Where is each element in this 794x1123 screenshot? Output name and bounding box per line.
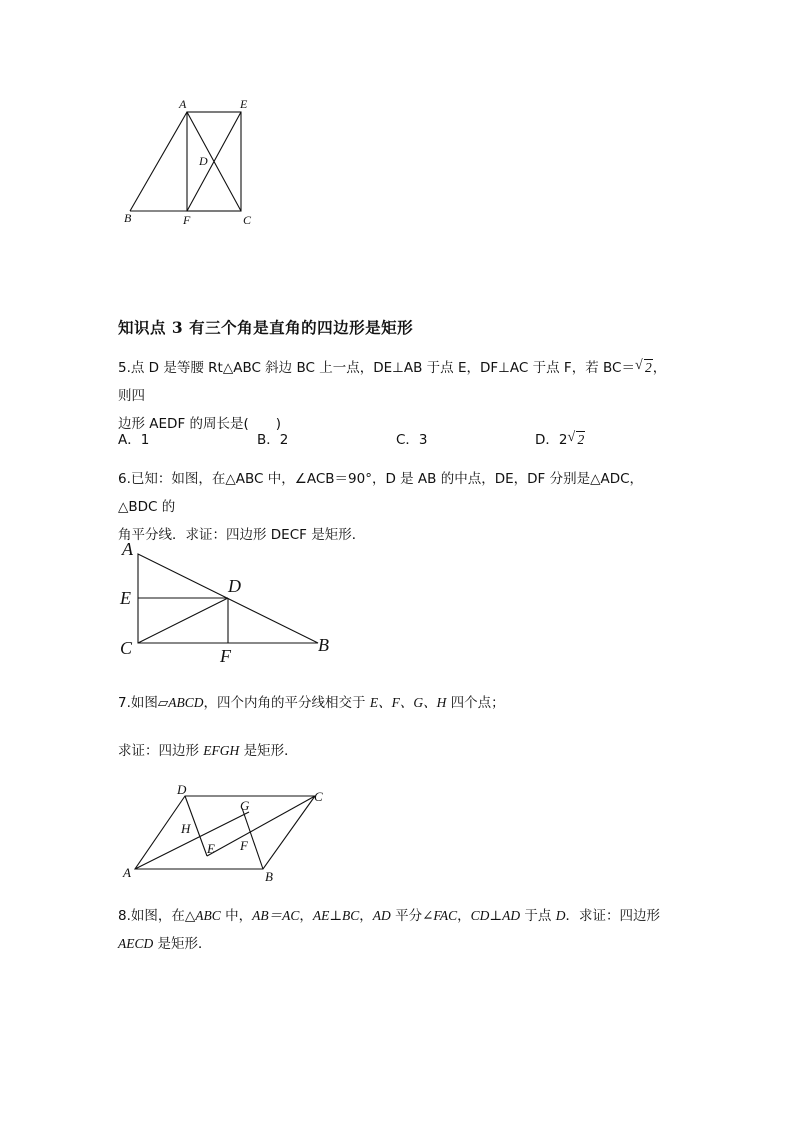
q8-t4: 平分 xyxy=(390,908,423,924)
question-8-line-2 xyxy=(118,930,678,958)
q8-t3: ， xyxy=(359,908,373,924)
question-8 xyxy=(118,902,678,958)
sqrt-value: 2 xyxy=(644,360,652,375)
q8-tri: △ABC xyxy=(184,908,221,923)
q8-line2-suffix: 是矩形． xyxy=(153,936,212,952)
label-b: B xyxy=(124,211,132,225)
q7-shape: ▱ABCD xyxy=(157,695,204,710)
label-f: F xyxy=(240,838,248,853)
segment-cd xyxy=(138,598,228,643)
q8-t2: ， xyxy=(299,908,313,924)
q8-pt: D xyxy=(555,908,566,923)
label-c: C xyxy=(243,213,252,227)
figure-parallelogram xyxy=(115,780,345,888)
question-5-line-1 xyxy=(118,354,678,410)
figure-right-triangle xyxy=(110,535,340,665)
radical-icon: √ xyxy=(634,358,643,373)
q5-text-b: ，则四 xyxy=(118,360,667,404)
q7-proof-prefix: 求证：四边形 xyxy=(118,743,204,759)
label-a: A xyxy=(179,97,187,111)
segment-ba xyxy=(130,112,187,211)
q8-prefix: 8.如图，在 xyxy=(118,908,185,924)
label-e: E xyxy=(207,841,215,856)
option-d xyxy=(535,428,585,448)
label-c: C xyxy=(314,789,323,804)
label-h: H xyxy=(181,821,191,836)
label-a: A xyxy=(123,865,131,880)
label-b: B xyxy=(265,869,273,884)
q8-bis-b: ∠FAC xyxy=(422,908,458,923)
q7-middle: ，四个内角的平分线相交于 xyxy=(203,695,370,711)
q8-t6: 于点 xyxy=(520,908,556,924)
q8-t5: ， xyxy=(457,908,471,924)
q7-proof-suffix: 是矩形． xyxy=(239,743,298,759)
label-f: F xyxy=(183,213,191,227)
q7-suffix: 四个点； xyxy=(446,695,505,711)
question-5-line-2: 边形 AEDF 的周长是( ) xyxy=(118,416,282,432)
q7-points: E、F、G、H xyxy=(369,695,447,710)
label-d: D xyxy=(228,576,241,596)
label-e: E xyxy=(240,97,248,111)
label-f: F xyxy=(220,646,231,666)
radical-icon: √ xyxy=(567,430,576,445)
question-7-proof xyxy=(118,737,678,765)
parallelogram-abcd xyxy=(135,796,315,869)
label-b: B xyxy=(318,635,329,655)
label-a: A xyxy=(122,539,133,559)
sqrt-value-d: 2 xyxy=(577,432,585,447)
q8-eq1: AB＝AC xyxy=(252,908,300,923)
section-heading: 知识点 3 有三个角是直角的四边形是矩形 xyxy=(118,318,414,337)
label-d: D xyxy=(199,154,208,168)
question-8-line-1 xyxy=(118,902,678,930)
q8-perp: AE⊥BC xyxy=(312,908,360,923)
bisector-c xyxy=(207,796,315,856)
label-e: E xyxy=(120,588,131,608)
sqrt-expression xyxy=(635,354,653,382)
label-c: C xyxy=(120,638,133,658)
q8-bis-a: AD xyxy=(372,908,391,923)
option-b: B．2 xyxy=(257,432,289,448)
label-g: G xyxy=(240,798,250,813)
question-7 xyxy=(118,689,678,717)
q5-text-a: 5.点 D 是等腰 Rt△ABC 斜边 BC 上一点，DE⊥AB 于点 E，DF⊥AC 于点 F，若 BC＝ xyxy=(118,360,635,376)
question-6-line-1: 6.已知：如图，在△ABC 中，∠ACB＝90°，D 是 AB 的中点，DE，DF 分别是△ADC，△BDC 的 xyxy=(118,471,644,515)
label-d: D xyxy=(177,782,187,797)
option-d-prefix: D．2 xyxy=(535,432,568,448)
option-a: A．1 xyxy=(118,432,150,448)
figure-rectangle-aefc xyxy=(110,92,280,237)
q7-proof-shape: EFGH xyxy=(203,743,240,758)
q8-t1: 中， xyxy=(220,908,253,924)
question-5 xyxy=(118,354,678,438)
q8-t7: ．求证：四边形 xyxy=(565,908,660,924)
q8-line2-shape: AECD xyxy=(118,936,154,951)
bisector-a xyxy=(135,812,249,869)
q8-perp2: CD⊥AD xyxy=(470,908,521,923)
sqrt-expression-d xyxy=(567,432,585,448)
question-6-line-2: 角平分线．求证：四边形 DECF 是矩形． xyxy=(118,527,366,543)
q7-prefix: 7.如图 xyxy=(118,695,158,711)
option-c: C．3 xyxy=(396,432,428,448)
